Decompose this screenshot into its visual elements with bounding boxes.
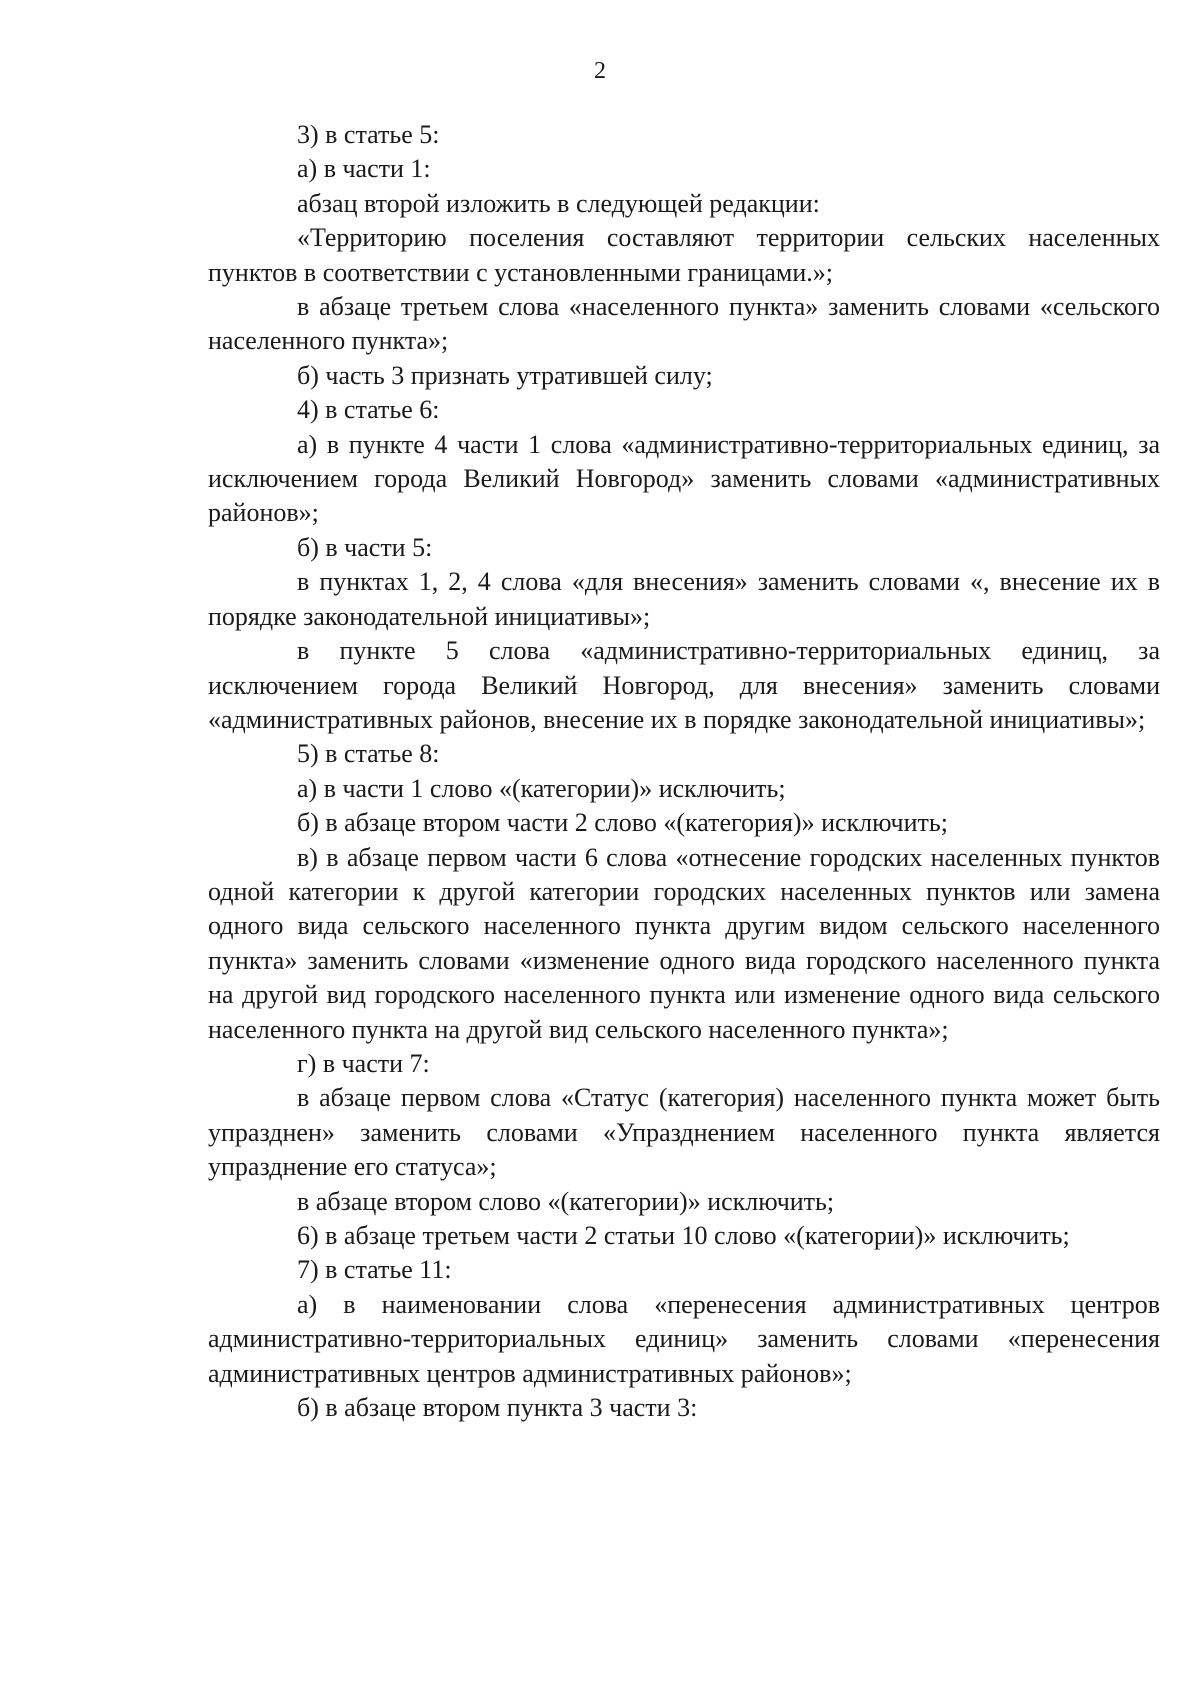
paragraph: в пункте 5 слова «административно-территориальных единиц, за исключением города Великий Новгород, для внесения» заменить словами «административных районов, внесение их в порядке законодательной инициативы»; — [208, 636, 1160, 734]
paragraph: 4) в статье 6: — [297, 395, 440, 425]
paragraph: 5) в статье 8: — [297, 739, 440, 769]
paragraph: г) в части 7: — [297, 1048, 430, 1078]
paragraph: абзац второй изложить в следующей редакции: — [297, 188, 820, 218]
paragraph: в абзаце первом слова «Статус (категория) населенного пункта может быть упразднен» заменить словами «Упразднением населенного пункта является упразднение его статуса»; — [208, 1083, 1160, 1182]
paragraph: 6) в абзаце третьем части 2 статьи 10 слово «(категории)» исключить; — [297, 1221, 1070, 1250]
paragraph: в абзаце втором слово «(категории)» исключить; — [297, 1186, 835, 1216]
paragraph: 3) в статье 5: — [297, 120, 440, 149]
paragraph: б) в абзаце втором пункта 3 части 3: — [297, 1393, 698, 1423]
paragraph: б) в части 5: — [297, 532, 433, 562]
paragraph: а) в наименовании слова «перенесения административных центров административно-территориальных единиц» заменить словами «перенесения административных центров административных районов»; — [208, 1289, 1160, 1388]
page-number: 2 — [594, 58, 606, 84]
paragraph: «Территорию поселения составляют территории сельских населенных пунктов в соответствии с установленными границами.»; — [208, 223, 1160, 287]
paragraph: а) в части 1 слово «(категории)» исключить; — [297, 773, 786, 803]
paragraph: а) в пункте 4 части 1 слова «административно-территориальных единиц, за исключением города Великий Новгород» заменить словами «административных районов»; — [208, 429, 1160, 528]
paragraph: в) в абзаце первом части 6 слова «отнесение городских населенных пунктов одной категории к другой категории городских населенных пунктов или замена одного вида сельского населенного пункта другим видом сельского населенного пункта» заменить словами «изменение одного вида городского населенного пункта на другой вид городского населенного пункта или изменение одного вида сельского населенного пункта на другой вид сельского населенного пункта»; — [208, 842, 1160, 1044]
document-body — [208, 118, 1160, 1425]
paragraph: а) в части 1: — [297, 154, 431, 184]
paragraph: в пунктах 1, 2, 4 слова «для внесения» заменить словами «, внесение их в порядке законодательной инициативы»; — [208, 567, 1160, 631]
paragraph: б) в абзаце втором части 2 слово «(категория)» исключить; — [297, 808, 948, 838]
paragraph: в абзаце третьем слова «населенного пункта» заменить словами «сельского населенного пункта»; — [208, 292, 1160, 356]
paragraph: 7) в статье 11: — [297, 1255, 452, 1285]
paragraph: б) часть 3 признать утратившей силу; — [297, 360, 713, 390]
